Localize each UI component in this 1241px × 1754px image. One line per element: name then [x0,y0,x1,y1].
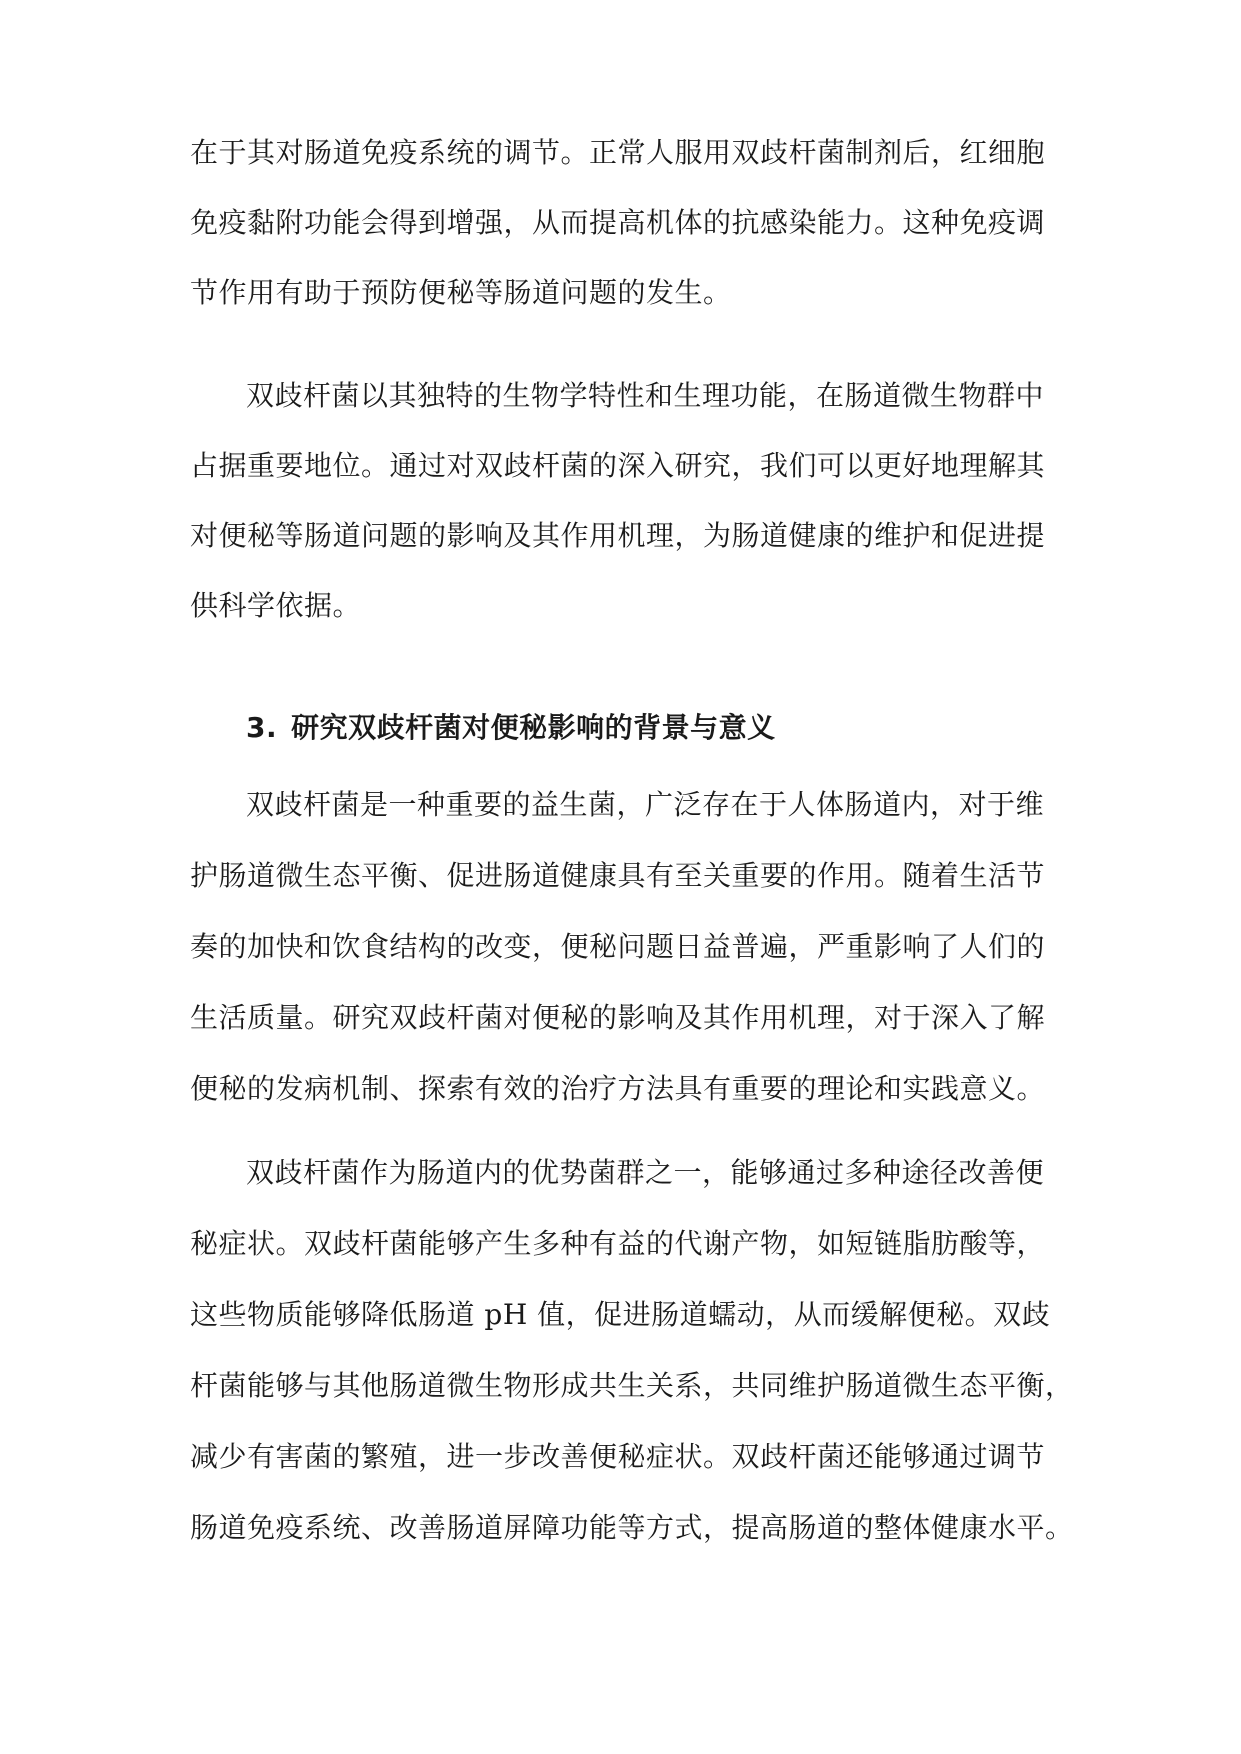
section-heading [246,708,776,748]
paragraph-2-line-2: 占据重要地位。通过对双歧杆菌的深入研究，我们可以更好地理解其 [190,449,1046,482]
paragraph-4-line-4: 杆菌能够与其他肠道微生物形成共生关系，共同维护肠道微生态平衡， [190,1369,1074,1402]
paragraph-2-line-3: 对便秘等肠道问题的影响及其作用机理，为肠道健康的维护和促进提 [190,519,1046,552]
paragraph-3-line-4: 生活质量。研究双歧杆菌对便秘的影响及其作用机理，对于深入了解 [190,1001,1046,1034]
section-number: 3. [246,711,278,744]
paragraph-3-line-3: 奏的加快和饮食结构的改变，便秘问题日益普遍，严重影响了人们的 [190,930,1046,963]
paragraph-2-line-1: 双歧杆菌以其独特的生物学特性和生理功能，在肠道微生物群中 [246,379,1045,412]
section-title: 研究双歧杆菌对便秘影响的背景与意义 [291,711,776,744]
paragraph-1-line-2: 免疫黏附功能会得到增强，从而提高机体的抗感染能力。这种免疫调 [190,206,1046,239]
paragraph-4-line-2: 秘症状。双歧杆菌能够产生多种有益的代谢产物，如短链脂肪酸等， [190,1227,1046,1260]
paragraph-3-line-1: 双歧杆菌是一种重要的益生菌，广泛存在于人体肠道内，对于维 [246,788,1045,821]
paragraph-4-line-5: 减少有害菌的繁殖，进一步改善便秘症状。双歧杆菌还能够通过调节 [190,1440,1046,1473]
paragraph-3-line-2: 护肠道微生态平衡、促进肠道健康具有至关重要的作用。随着生活节 [190,859,1046,892]
paragraph-4-line-1: 双歧杆菌作为肠道内的优势菌群之一，能够通过多种途径改善便 [246,1156,1045,1189]
paragraph-2-line-4: 供科学依据。 [190,589,362,622]
paragraph-1-line-3: 节作用有助于预防便秘等肠道问题的发生。 [190,276,732,309]
paragraph-4-line-6: 肠道免疫系统、改善肠道屏障功能等方式，提高肠道的整体健康水平。 [190,1511,1074,1544]
paragraph-4-line-3: 这些物质能够降低肠道 pH 值，促进肠道蠕动，从而缓解便秘。双歧 [190,1298,1051,1331]
paragraph-3-line-5: 便秘的发病机制、探索有效的治疗方法具有重要的理论和实践意义。 [190,1072,1046,1105]
paragraph-1-line-1: 在于其对肠道免疫系统的调节。正常人服用双歧杆菌制剂后，红细胞 [190,136,1046,169]
